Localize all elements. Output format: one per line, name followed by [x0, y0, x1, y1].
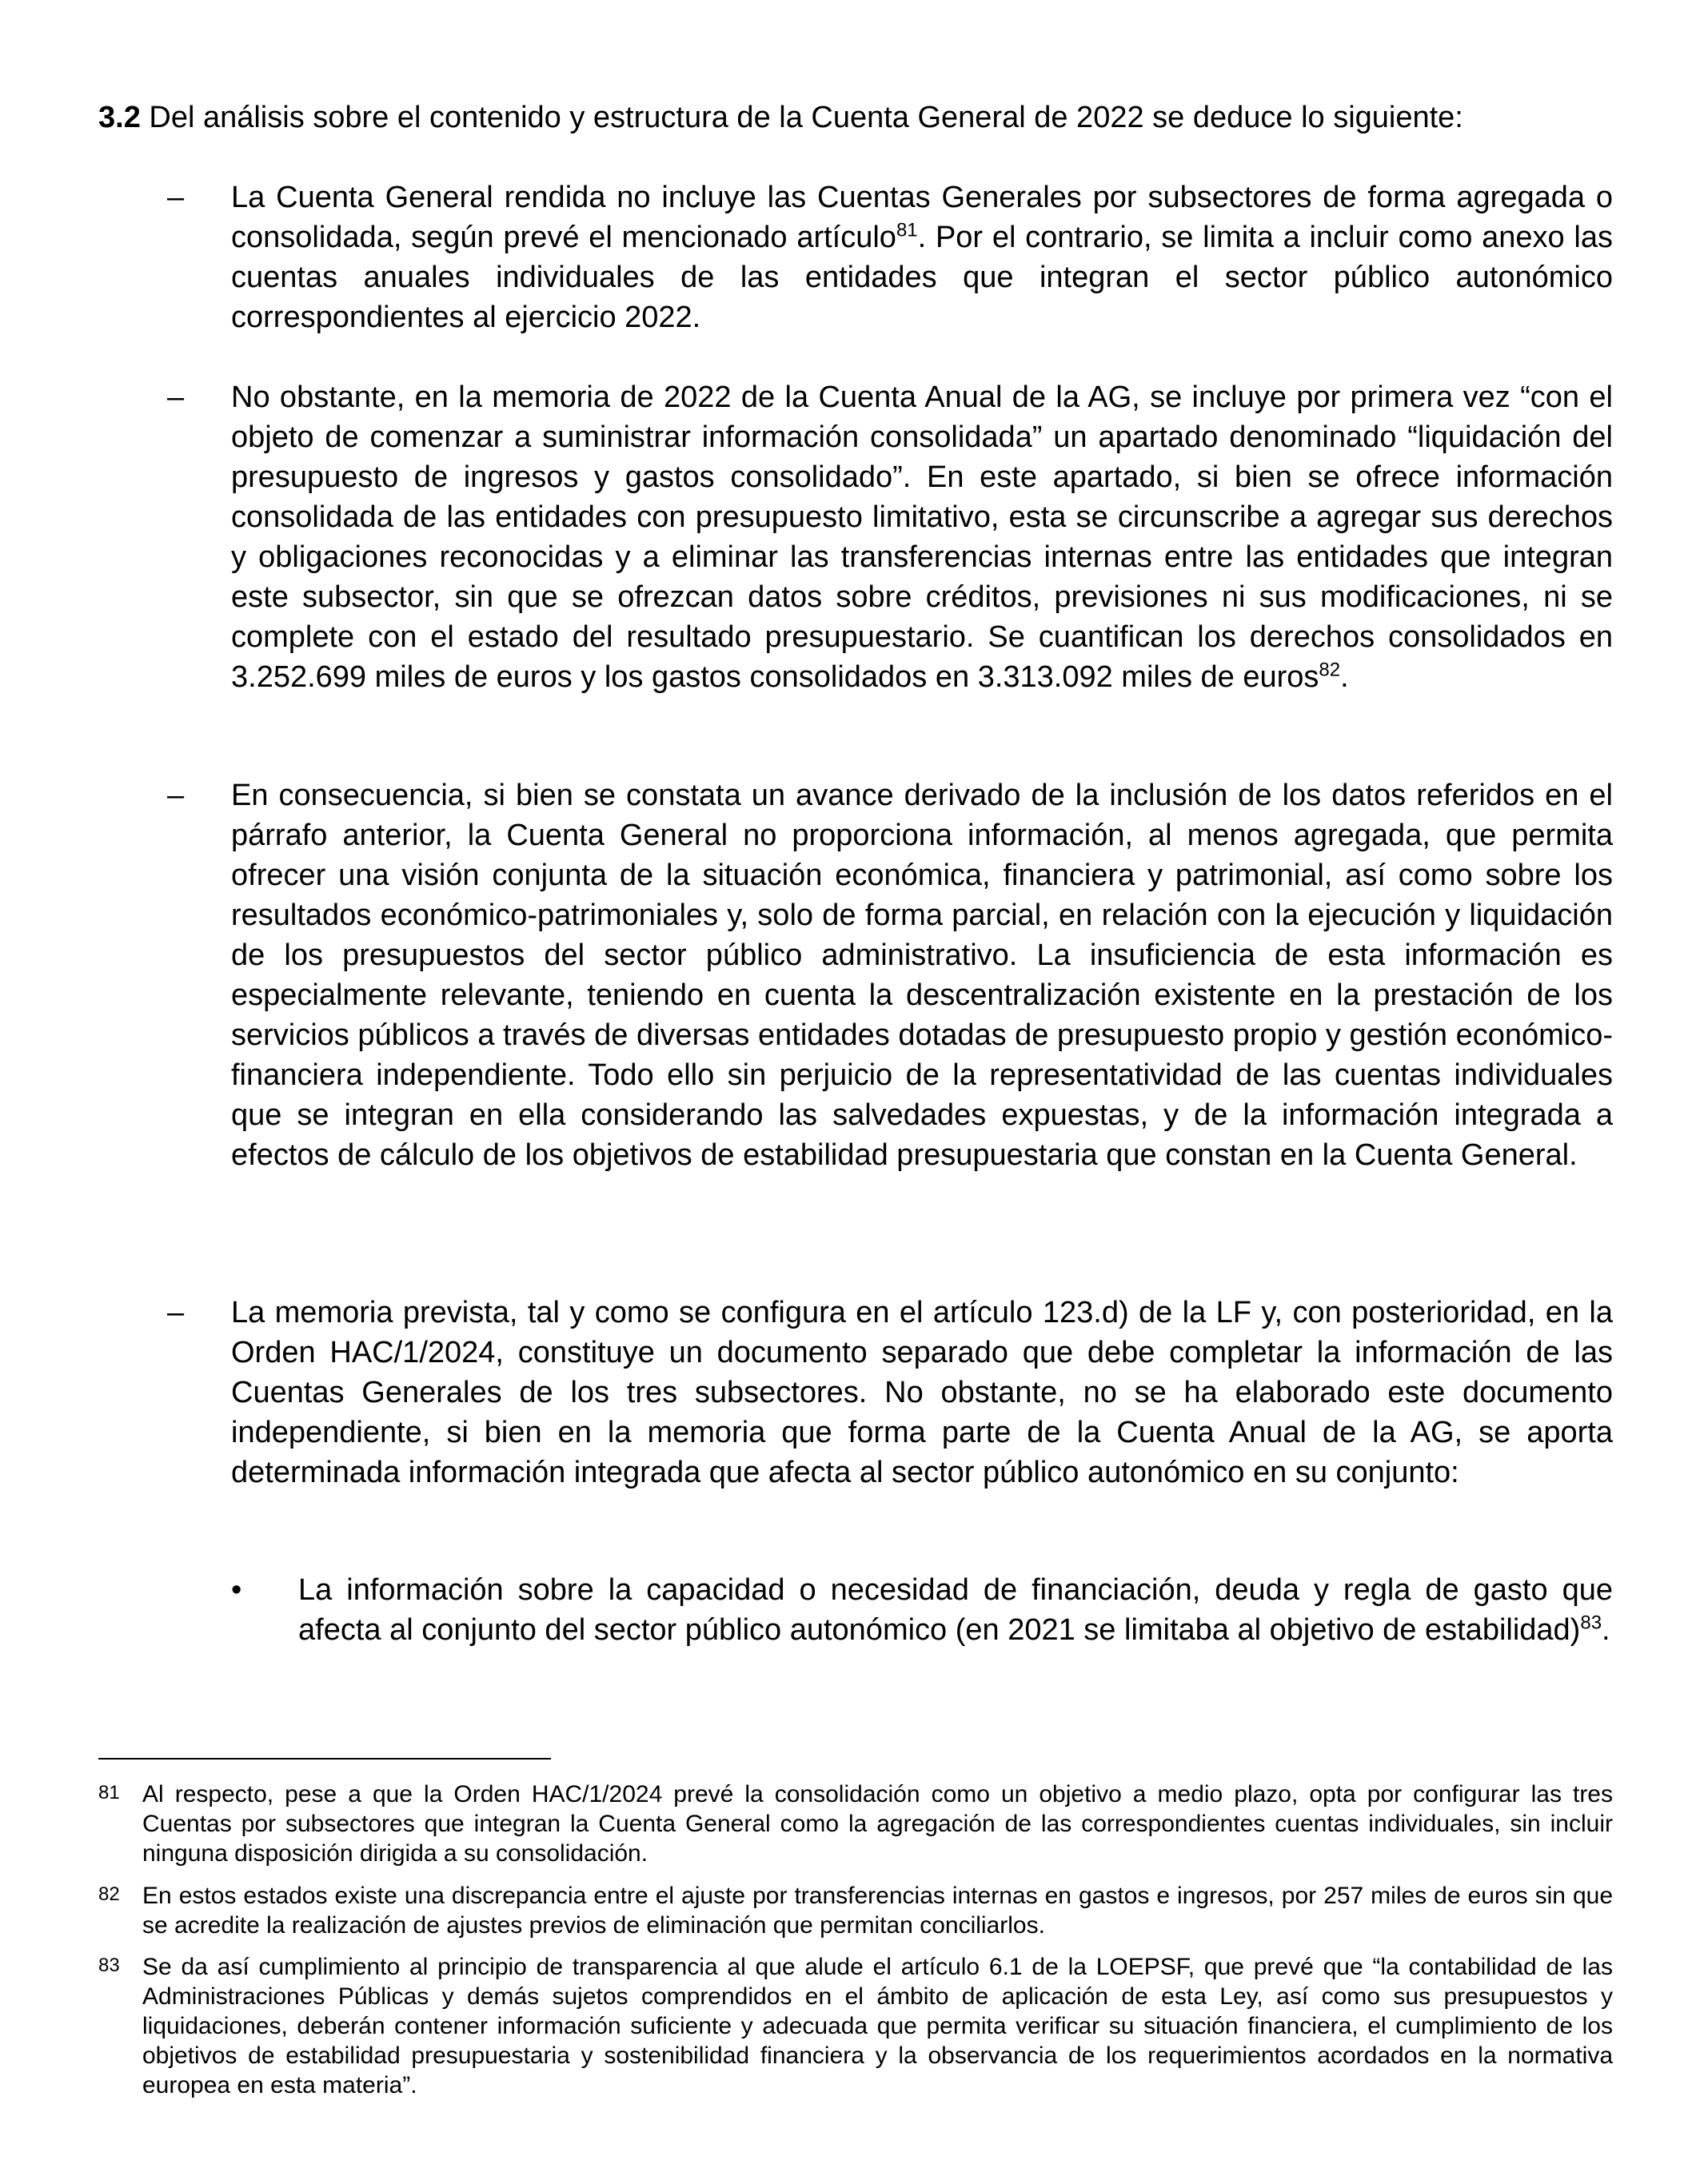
- footnote-number: 83: [98, 1955, 120, 1976]
- footnote-text: Se da así cumplimiento al principio de transparencia al que alude el artículo 6.1 de la LOEPSF, que prevé que “la contabilidad de las Administraciones Públicas y demás sujetos comprendidos en el ámbito de aplicación de esta Ley, así como sus presupuestos y liquidaciones, deberán contener información suficiente y adecuada que permita verificar su situación financiera, el cumplimiento de los objetivos de estabilidad presupuestaria y sostenibilidad financiera y la observancia de los requerimientos acordados en la normativa europea en esta materia”.: [142, 1954, 1613, 2098]
- list-item-text: La memoria prevista, tal y como se configura en el artículo 123.d) de la LF y, con posterioridad, en la Orden HAC/1/2024, constituye un documento separado que debe completar la información de las Cuentas Generales de los tres subsectores. No obstante, no se ha elaborado este documento independiente, si bien en la memoria que forma parte de la Cuenta Anual de la AG, se aporta determinada información integrada que afecta al sector público autonómico en su conjunto:: [231, 1296, 1613, 1489]
- footnote-ref[interactable]: 83: [1580, 1612, 1602, 1634]
- footnote-number: 82: [98, 1883, 120, 1905]
- dash-bullet-icon: –: [167, 1296, 185, 1329]
- section-number: 3.2: [98, 101, 141, 134]
- footnote-ref[interactable]: 81: [896, 219, 918, 241]
- footnote-ref[interactable]: 82: [1319, 659, 1341, 681]
- footnote-text: Al respecto, pese a que la Orden HAC/1/2024 prevé la consolidación como un objetivo a medio plazo, opta por configurar las tres Cuentas por subsectores que integran la Cuenta General como la agregación de las correspondientes cuentas individuales, sin incluir ninguna disposición dirigida a su consolidación.: [142, 1781, 1613, 1867]
- footnote-text: En estos estados existe una discrepancia entre el ajuste por transferencias internas en gastos e ingresos, por 257 miles de euros sin que se acredite la realización de ajustes previos de eliminación que permitan conciliarlos.: [142, 1883, 1613, 1939]
- footnote-separator: [98, 1758, 551, 1760]
- dash-bullet-icon: –: [167, 181, 185, 214]
- dot-bullet-icon: •: [231, 1573, 242, 1607]
- list-item-text: No obstante, en la memoria de 2022 de la Cuenta Anual de la AG, se incluye por primera vez “con el objeto de comenzar a suministrar información consolidada” un apartado denominado “liquidación del presupuesto de ingresos y gastos consolidado”. En este apartado, si bien se ofrece información consolidada de las entidades con presupuesto limitativo, esta se circunscribe a agregar sus derechos y obligaciones reconocidas y a eliminar las transferencias internas entre las entidades que integran este subsector, sin que se ofrezcan datos sobre créditos, previsiones ni sus modificaciones, ni se complete con el estado del resultado presupuestario. Se cuantifican los derechos consolidados en 3.252.699 miles de euros y los gastos consolidados en 3.313.092 miles de euros$^{82}$.: [231, 381, 1613, 694]
- dash-bullet-icon: –: [167, 779, 185, 812]
- sub-list-item-text: La información sobre la capacidad o necesidad de financiación, deuda y regla de gasto que afecta al conjunto del sector público autonómico (en 2021 se limitaba al objetivo de estabilidad)$^{83}$.: [298, 1573, 1613, 1647]
- list-item-text: En consecuencia, si bien se constata un avance derivado de la inclusión de los datos referidos en el párrafo anterior, la Cuenta General no proporciona información, al menos agregada, que permita ofrecer una visión conjunta de la situación económica, financiera y patrimonial, así como sobre los resultados económico-patrimoniales y, solo de forma parcial, en relación con la ejecución y liquidación de los presupuestos del sector público administrativo. La insuficiencia de esta información es especialmente relevante, teniendo en cuenta la descentralización existente en la prestación de los servicios públicos a través de diversas entidades dotadas de presupuesto propio y gestión económico-financiera independiente. Todo ello sin perjuicio de la representatividad de las cuentas individuales que se integran en ella considerando las salvedades expuestas, y de la información integrada a efectos de cálculo de los objetivos de estabilidad presupuestaria que constan en la Cuenta General.: [231, 779, 1613, 1172]
- footnote-number: 81: [98, 1782, 120, 1803]
- list-item-text: La Cuenta General rendida no incluye las Cuentas Generales por subsectores de forma agregada o consolidada, según prevé el mencionado artículo$^{81}$. Por el contrario, se limita a incluir como anexo las cuentas anuales individuales de las entidades que integran el sector público autonómico correspondientes al ejercicio 2022.: [231, 181, 1614, 334]
- section-heading: [98, 98, 1618, 137]
- dash-bullet-icon: –: [167, 381, 185, 414]
- section-heading-text: Del análisis sobre el contenido y estructura de la Cuenta General de 2022 se deduce lo siguiente:: [140, 101, 1463, 134]
